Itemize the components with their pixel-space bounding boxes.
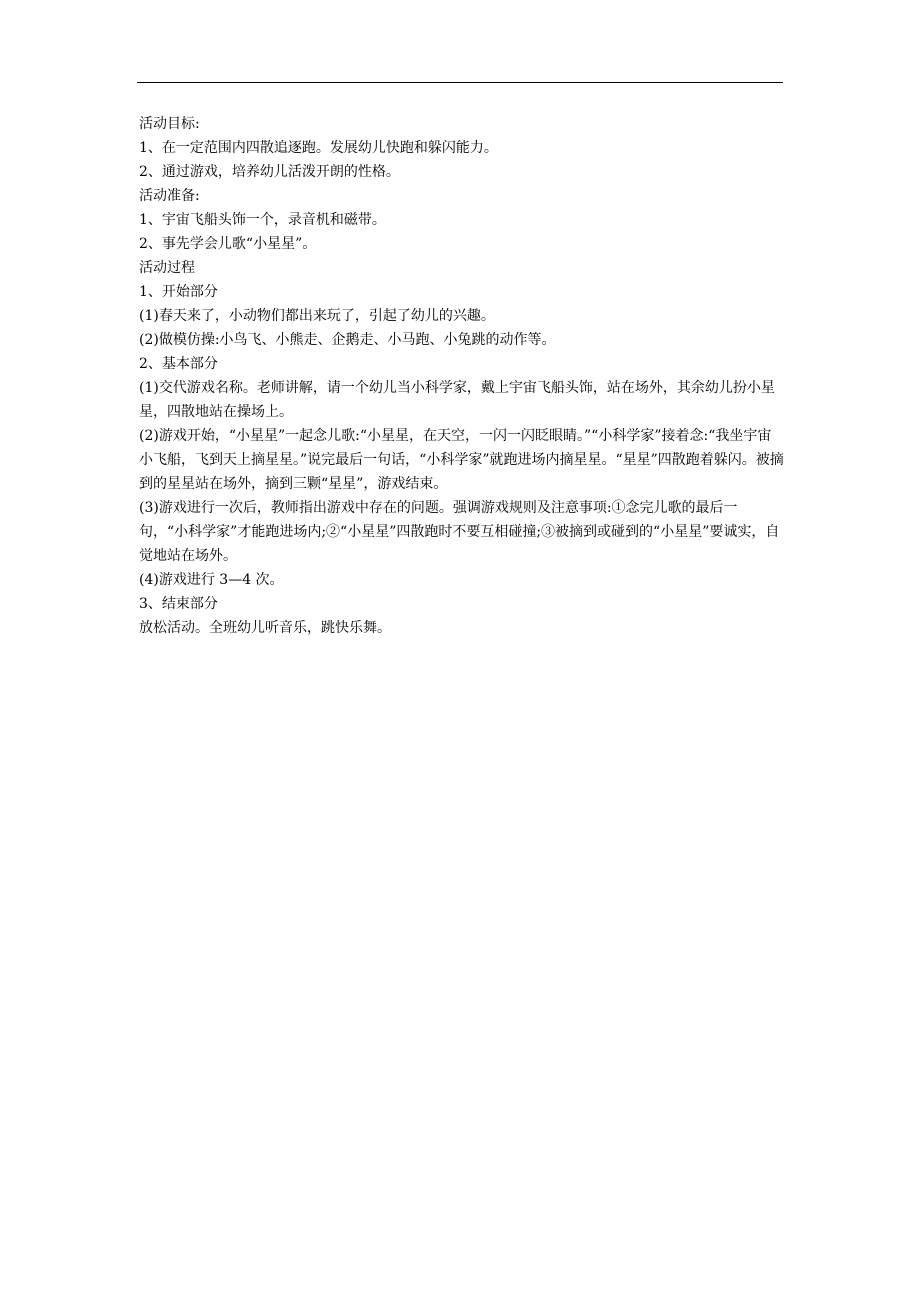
section-heading-goals: 活动目标: <box>139 116 200 132</box>
section-heading-preparation: 活动准备: <box>139 188 200 204</box>
process-part-2-heading: 2、基本部分 <box>139 356 218 372</box>
header-rule <box>137 82 783 83</box>
document-body <box>139 112 785 640</box>
process-part-1-item-2: (2)做模仿操:小鸟飞、小熊走、企鹅走、小马跑、小兔跳的动作等。 <box>139 332 556 348</box>
section-heading-process: 活动过程 <box>139 260 195 276</box>
process-part-2-item-3: (3)游戏进行一次后，教师指出游戏中存在的问题。强调游戏规则及注意事项:①念完儿歌的最后一句，“小科学家”才能跑进场内;②“小星星”四散跑时不要互相碰撞;③被摘到或碰到的“小星星”要诚实，自觉地站在场外。 <box>139 500 780 564</box>
process-part-2-item-4: (4)游戏进行 3—4 次。 <box>139 572 284 588</box>
goal-item-1: 1、在一定范围内四散追逐跑。发展幼儿快跑和躲闪能力。 <box>139 140 498 156</box>
process-part-3-item-1: 放松活动。全班幼儿听音乐，跳快乐舞。 <box>139 620 391 636</box>
process-part-2-item-2: (2)游戏开始，“小星星”一起念儿歌:“小星星，在天空，一闪一闪眨眼睛。”“小科学家”接着念:“我坐宇宙小飞船，飞到天上摘星星。”说完最后一句话，“小科学家”就跑进场内摘星星。“星星”四散跑着躲闪。被摘到的星星站在场外，摘到三颗“星星”，游戏结束。 <box>139 428 784 492</box>
process-part-1-heading: 1、开始部分 <box>139 284 218 300</box>
process-part-1-item-1: (1)春天来了，小动物们都出来玩了，引起了幼儿的兴趣。 <box>139 308 495 324</box>
goal-item-2: 2、通过游戏，培养幼儿活泼开朗的性格。 <box>139 164 400 180</box>
preparation-item-2: 2、事先学会儿歌“小星星”。 <box>139 236 317 252</box>
preparation-item-1: 1、宇宙飞船头饰一个，录音机和磁带。 <box>139 212 386 228</box>
process-part-3-heading: 3、结束部分 <box>139 596 218 612</box>
process-part-2-item-1: (1)交代游戏名称。老师讲解，请一个幼儿当小科学家，戴上宇宙飞船头饰，站在场外，其余幼儿扮小星星，四散地站在操场上。 <box>139 380 775 420</box>
